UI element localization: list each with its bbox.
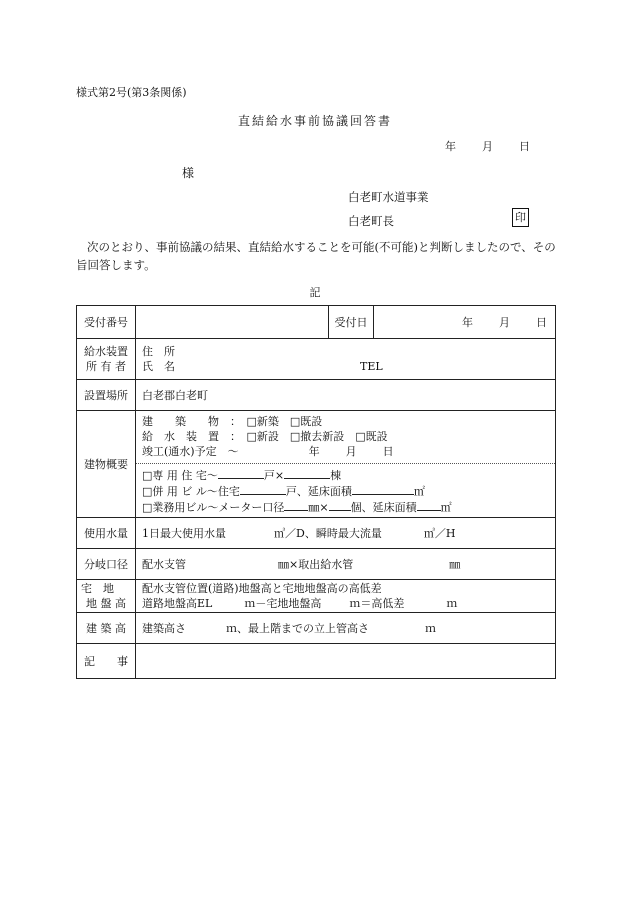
reception-date-field[interactable] [374, 306, 556, 339]
mixed-floor-area-unit: ㎡ [413, 484, 425, 498]
building-mixed-line [142, 483, 549, 499]
branch-diameter-label: 分岐口径 [77, 549, 136, 580]
completion-schedule-line [142, 444, 549, 459]
remarks-field[interactable] [136, 644, 556, 679]
residence-checkbox-label: □専 用 住 宅～ [142, 468, 218, 482]
ground-height-field[interactable] [136, 580, 556, 613]
ki-heading: 記 [309, 286, 321, 299]
building-height-text: 建築高さ [142, 622, 186, 635]
completion-schedule-label: 竣工(通水)予定 ～ [142, 444, 239, 458]
completion-year: 年 [308, 444, 320, 458]
ground-height-description: 配水支管位置(道路)地盤高と宅地地盤高の高低差 [142, 582, 382, 595]
daily-max-usage-label: 1日最大使用水量 [142, 527, 226, 540]
document-title: 直結給水事前協議回答書 [237, 114, 392, 128]
residence-buildings: 棟 [330, 468, 342, 482]
remarks-label: 記 事 [77, 644, 136, 679]
table-row [77, 518, 556, 549]
flow-unit: ㎥／H [423, 527, 456, 540]
completion-month: 月 [345, 444, 357, 458]
issue-date [445, 138, 556, 154]
ground-label-line1: 宅 地 [81, 582, 114, 595]
owner-address: 住 所 [142, 345, 175, 358]
road-elevation-label: 道路地盤高EL [142, 597, 213, 610]
response-form-table [76, 305, 556, 679]
building-label: 建物概要 [77, 411, 136, 518]
building-height-field[interactable] [136, 613, 556, 644]
water-usage-label: 使用水量 [77, 518, 136, 549]
elevation-diff-unit: ｍ [446, 597, 458, 610]
ground-height-label [77, 580, 136, 613]
residence-units: 戸× [263, 468, 285, 482]
reception-date-label: 受付日 [329, 306, 374, 339]
mixed-floor-area-label: 戸、延床面積 [285, 484, 352, 498]
reception-number-field[interactable] [136, 306, 329, 339]
table-row [77, 339, 556, 380]
table-row [77, 613, 556, 644]
mixed-checkbox-label: □併 用 ビ ル～住宅 [142, 484, 240, 498]
issue-date-month: 月 [482, 140, 493, 153]
instant-max-flow-label: ㎥／D、瞬時最大流量 [274, 527, 382, 540]
table-row [77, 411, 556, 518]
service-pipe-unit: ㎜ [449, 558, 461, 571]
owner-label-line1: 給水装置 [84, 345, 128, 358]
ground-height-values [142, 596, 549, 611]
dotted-divider [136, 463, 555, 464]
building-type-line: 建 築 物 ： □新築 □既設 [142, 414, 323, 428]
place-value[interactable]: 白老郡白老町 [136, 380, 556, 411]
table-row [77, 549, 556, 580]
service-pipe-label: ㎜×取出給水管 [278, 558, 354, 571]
building-height-label: 建 築 高 [77, 613, 136, 644]
seal-stamp: 印 [512, 208, 529, 227]
riser-height-label: ｍ、最上階までの立上管高さ [226, 622, 369, 635]
supply-device-line: 給 水 装 置 ： □新設 □撤去新設 □既設 [142, 429, 388, 443]
issuer-organization: 白老町水道事業 [348, 190, 429, 204]
table-row [77, 644, 556, 679]
table-row [77, 380, 556, 411]
place-label: 設置場所 [77, 380, 136, 411]
branch-diameter-field[interactable] [136, 549, 556, 580]
issue-date-year: 年 [445, 140, 456, 153]
table-row [77, 580, 556, 613]
building-residence-line [142, 467, 549, 483]
distribution-pipe-label: 配水支管 [142, 558, 186, 571]
ground-label-line2: 地 盤 高 [86, 597, 126, 610]
owner-field[interactable] [136, 339, 556, 380]
form-number: 様式第2号(第3条関係) [76, 86, 187, 99]
riser-height-unit: ｍ [425, 622, 436, 635]
business-meter-unit: ㎜× [308, 500, 329, 514]
reception-date-month: 月 [499, 316, 510, 329]
body-paragraph: 次のとおり、事前協議の結果、直結給水することを可能(不可能)と判断しましたので、その旨回答します。 [76, 240, 556, 272]
water-usage-field[interactable] [136, 518, 556, 549]
reception-date-year: 年 [462, 316, 473, 329]
table-row [77, 306, 556, 339]
lot-elevation-label: ｍ－宅地地盤高 [244, 597, 322, 610]
owner-tel: TEL [360, 360, 383, 373]
building-business-line [142, 499, 549, 515]
issue-date-day: 日 [519, 140, 530, 153]
elevation-diff-label: ｍ＝高低差 [349, 597, 405, 610]
owner-name: 氏 名 [142, 360, 175, 373]
completion-day: 日 [382, 444, 394, 458]
business-floor-area-unit: ㎡ [440, 500, 452, 514]
owner-name-line [142, 359, 549, 374]
business-floor-area-label: 個、延床面積 [350, 500, 417, 514]
recipient-honorific: 様 [182, 166, 195, 180]
owner-label-line2: 所 有 者 [86, 360, 126, 373]
issuer-title: 白老町長 [348, 214, 394, 228]
owner-label [77, 339, 136, 380]
reception-date-day: 日 [536, 316, 547, 329]
business-checkbox-label: □業務用ビル～メーター口径 [142, 500, 285, 514]
building-field[interactable] [136, 411, 556, 518]
reception-number-label: 受付番号 [77, 306, 136, 339]
